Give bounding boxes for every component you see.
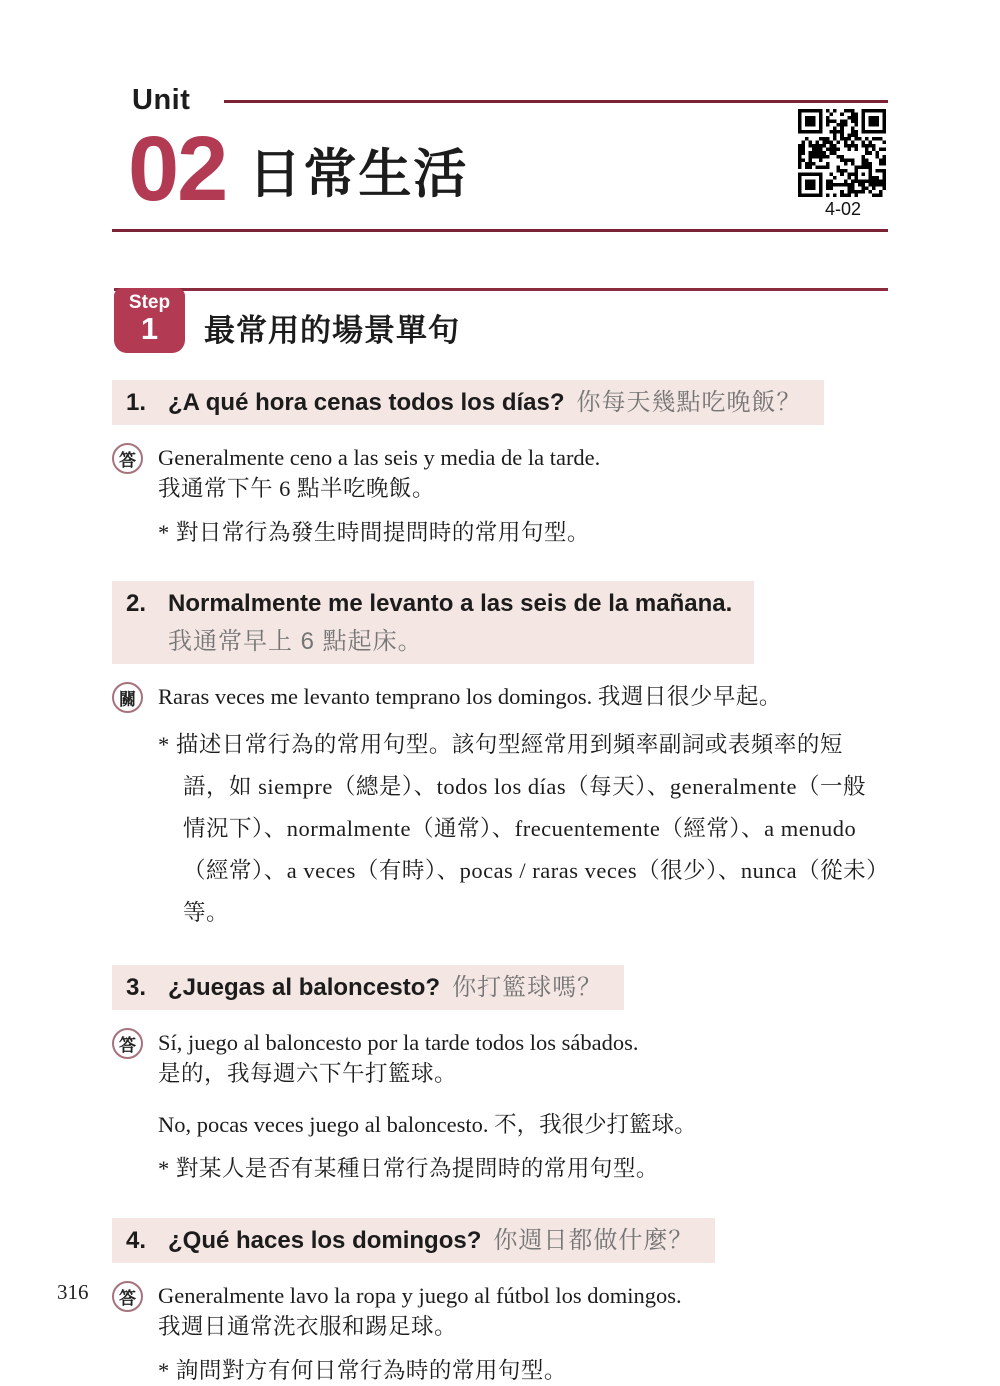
question-bar [112, 1218, 715, 1263]
question-number: 2. [126, 590, 147, 617]
answer-body [158, 1280, 682, 1342]
question-number: 4. [126, 1227, 147, 1254]
question-spanish: ¿Juegas al baloncesto? [168, 974, 441, 1001]
question-spanish: ¿A qué hora cenas todos los días? [168, 389, 565, 416]
unit-rule-line [224, 100, 888, 103]
usage-note: * 詢問對方有何日常行為時的常用句型。 [158, 1358, 567, 1383]
step-badge-label: Step [128, 292, 171, 313]
question-spanish: ¿Qué haces los domingos? [168, 1227, 482, 1254]
answer-spanish: Generalmente lavo la ropa y juego al fútbol los domingos. [158, 1283, 682, 1308]
step-rule-line [114, 288, 888, 291]
answer-marker: 答 [112, 1028, 143, 1059]
alternate-answer [158, 1109, 888, 1140]
question-chinese: 你每天幾點吃晚飯？ [576, 389, 802, 416]
step-badge [114, 288, 185, 353]
answer-row [112, 1280, 888, 1342]
answer-body [158, 442, 600, 504]
answer-marker: 答 [112, 443, 143, 474]
answer-row [112, 1027, 888, 1089]
answer-spanish: Generalmente ceno a las seis y media de la tarde. [158, 445, 601, 470]
answer-marker: 答 [112, 1281, 143, 1312]
question-spanish: Normalmente me levanto a las seis de la mañana. [168, 590, 733, 617]
answer-row [112, 681, 888, 713]
answer-chinese: 我通常下午 6 點半吃晚飯。 [158, 476, 436, 501]
question-lines [168, 588, 732, 657]
qr-block [798, 109, 888, 220]
question-chinese: 你打籃球嗎？ [452, 974, 603, 1001]
sentence-item-1 [112, 380, 888, 548]
unit-title-row [112, 117, 888, 220]
question-number: 3. [126, 974, 147, 1001]
sentence-item-3 [112, 965, 888, 1184]
alternate-answer-spanish: No, pocas veces juego al baloncesto. [158, 1112, 489, 1137]
usage-note: * 對日常行為發生時間提問時的常用句型。 [158, 520, 590, 545]
sentence-item-4 [112, 1218, 888, 1386]
question-bar [112, 965, 624, 1010]
answer-chinese: 我週日通常洗衣服和踢足球。 [158, 1314, 458, 1339]
question-chinese: 你週日都做什麼？ [493, 1227, 694, 1254]
answer-chinese: 我週日很少早起。 [597, 684, 782, 709]
step-section [112, 288, 888, 354]
usage-note: * 描述日常行為的常用句型。該句型經常用到頻率副詞或表頻率的短語，如 siempre（總是）、todos los días（每天）、generalmente（一般情況下）、normalmente（通常）、frecuentemente（經常）、a menudo（經常）、a veces（有時）、pocas / raras veces（很少）、nunca（從未）等。 [158, 732, 878, 925]
related-marker: 關 [112, 682, 143, 713]
unit-label: Unit [132, 84, 191, 116]
qr-code-icon [798, 109, 888, 197]
sentence-item-2 [112, 581, 888, 934]
usage-note: * 對某人是否有某種日常行為提問時的常用句型。 [158, 1156, 659, 1181]
step-badge-number: 1 [140, 311, 159, 346]
question-bar [112, 380, 824, 425]
question-bar [112, 581, 754, 664]
answer-body [158, 1027, 639, 1089]
page-number: 316 [57, 1280, 89, 1304]
alternate-answer-chinese: 不，我很少打籃球。 [494, 1112, 697, 1137]
step-heading: 最常用的場景單句 [204, 313, 460, 348]
unit-header [112, 84, 888, 232]
unit-title: 日常生活 [248, 145, 469, 204]
qr-caption: 4-02 [824, 199, 862, 219]
answer-spanish: Sí, juego al baloncesto por la tarde todos los sábados. [158, 1030, 639, 1055]
answer-spanish: Raras veces me levanto temprano los domingos. [158, 684, 593, 709]
question-chinese: 我通常早上 6 點起床。 [168, 628, 423, 655]
answer-body [158, 681, 782, 713]
question-number: 1. [126, 389, 147, 416]
unit-number: 02 [128, 118, 227, 220]
unit-row [132, 84, 888, 117]
answer-chinese: 是的，我每週六下午打籃球。 [158, 1061, 458, 1086]
answer-row [112, 442, 888, 504]
header-rule-line [112, 229, 888, 232]
